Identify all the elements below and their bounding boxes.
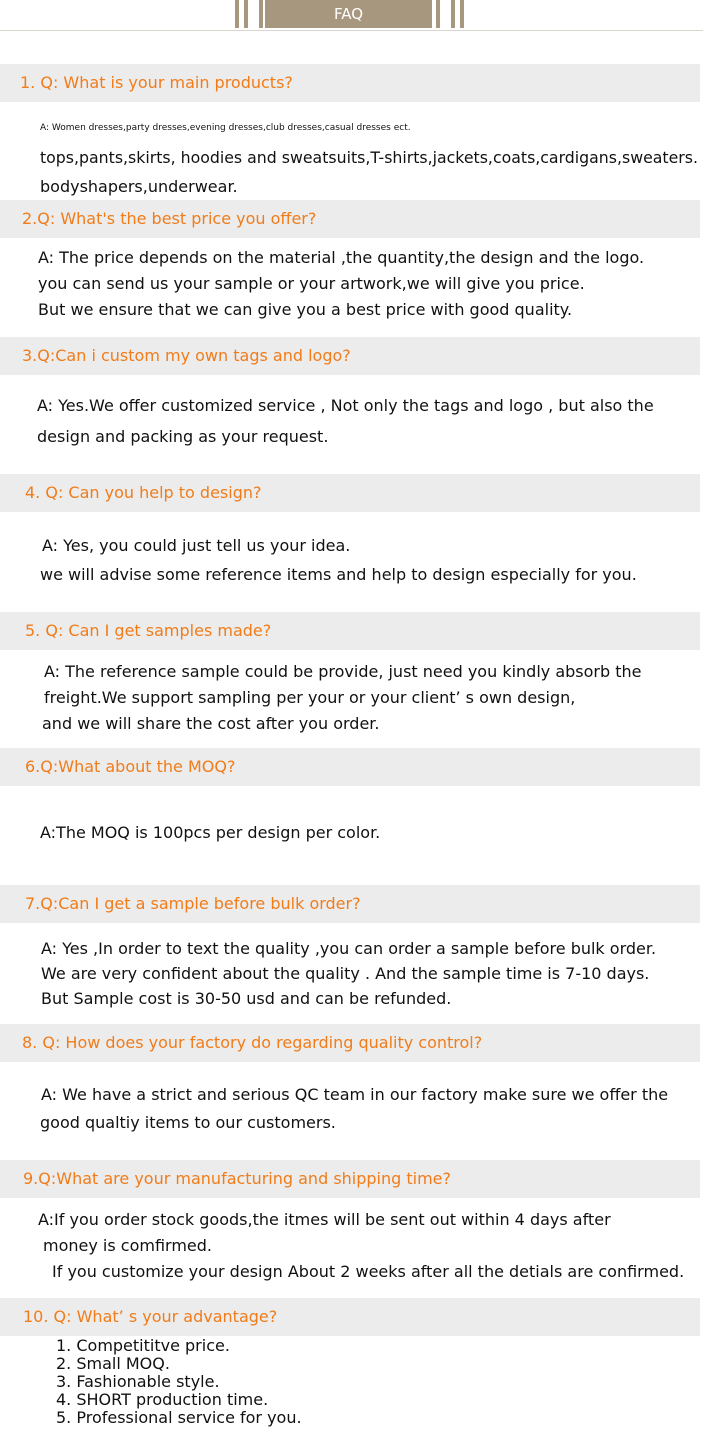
answer-line: tops,pants,skirts, hoodies and sweatsuits,T-shirts,jackets,coats,cardigans,sweaters.	[40, 148, 698, 167]
answer-line: If you customize your design About 2 weeks after all the detials are confirmed.	[52, 1262, 685, 1281]
faq-question-6: 6.Q:What about the MOQ?	[0, 748, 700, 786]
decorative-stripe	[235, 0, 239, 28]
answer-line: A: Women dresses,party dresses,evening dresses,club dresses,casual dresses ect.	[40, 123, 411, 133]
faq-header	[0, 0, 703, 30]
faq-question-9: 9.Q:What are your manufacturing and shipping time?	[0, 1160, 700, 1198]
answer-line: A: The reference sample could be provide, just need you kindly absorb the	[44, 662, 642, 681]
list-item: 2. Small MOQ.	[56, 1354, 170, 1373]
answer-line: A:If you order stock goods,the itmes will be sent out within 4 days after	[38, 1210, 611, 1229]
decorative-stripe	[460, 0, 464, 28]
list-item: 1. Competititve price.	[56, 1336, 230, 1355]
faq-question-7: 7.Q:Can I get a sample before bulk order?	[0, 885, 700, 923]
faq-answer-9	[38, 1207, 684, 1285]
faq-answer-4	[40, 531, 637, 589]
decorative-stripe	[244, 0, 248, 28]
faq-answer-6	[40, 820, 380, 846]
answer-line: A:The MOQ is 100pcs per design per color.	[40, 823, 381, 842]
list-item: 5. Professional service for you.	[56, 1408, 302, 1427]
faq-answer-1	[40, 114, 698, 201]
faq-answer-10	[56, 1337, 302, 1427]
answer-line: A: Yes.We offer customized service , Not only the tags and logo , but also the	[37, 396, 654, 415]
answer-line: design and packing as your request.	[37, 427, 329, 446]
faq-answer-2	[38, 245, 644, 323]
faq-question-1: 1. Q: What is your main products?	[0, 64, 700, 102]
faq-answer-7	[41, 936, 656, 1011]
answer-line: bodyshapers,underwear.	[40, 177, 238, 196]
answer-line: we will advise some reference items and help to design especially for you.	[40, 565, 637, 584]
answer-line: good qualtiy items to our customers.	[40, 1113, 336, 1132]
answer-line: and we will share the cost after you order.	[42, 714, 380, 733]
faq-answer-3	[37, 390, 654, 452]
answer-line: But Sample cost is 30-50 usd and can be refunded.	[41, 989, 452, 1008]
faq-question-10: 10. Q: What’ s your advantage?	[0, 1298, 700, 1336]
faq-title: FAQ	[265, 0, 432, 28]
header-divider	[0, 30, 703, 31]
faq-question-5: 5. Q: Can I get samples made?	[0, 612, 700, 650]
answer-line: A: Yes ,In order to text the quality ,you can order a sample before bulk order.	[41, 939, 657, 958]
answer-line: We are very confident about the quality . And the sample time is 7-10 days.	[41, 964, 650, 983]
answer-line: freight.We support sampling per your or your client’ s own design,	[44, 688, 576, 707]
faq-question-4: 4. Q: Can you help to design?	[0, 474, 700, 512]
faq-question-3: 3.Q:Can i custom my own tags and logo?	[0, 337, 700, 375]
answer-line: A: We have a strict and serious QC team in our factory make sure we offer the	[41, 1085, 669, 1104]
answer-line: A: The price depends on the material ,the quantity,the design and the logo.	[38, 248, 645, 267]
faq-answer-8	[40, 1081, 668, 1137]
decorative-stripe	[451, 0, 455, 28]
faq-question-2: 2.Q: What's the best price you offer?	[0, 200, 700, 238]
faq-answer-5	[42, 659, 642, 737]
faq-question-8: 8. Q: How does your factory do regarding quality control?	[0, 1024, 700, 1062]
decorative-stripe	[436, 0, 440, 28]
list-item: 4. SHORT production time.	[56, 1390, 269, 1409]
decorative-stripe	[259, 0, 263, 28]
answer-line: But we ensure that we can give you a best price with good quality.	[38, 300, 573, 319]
answer-line: A: Yes, you could just tell us your idea.	[42, 536, 351, 555]
list-item: 3. Fashionable style.	[56, 1372, 220, 1391]
answer-line: you can send us your sample or your artwork,we will give you price.	[38, 274, 585, 293]
answer-line: money is comfirmed.	[43, 1236, 212, 1255]
